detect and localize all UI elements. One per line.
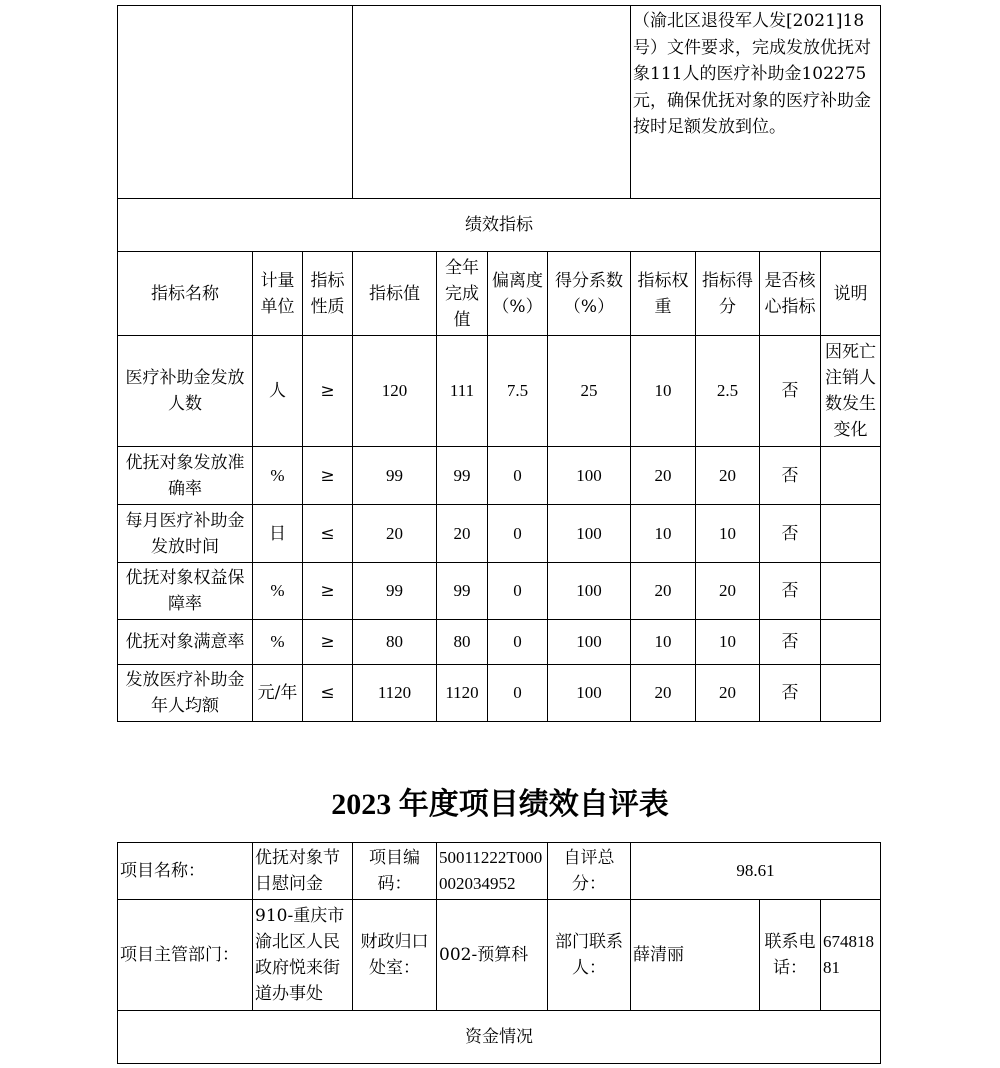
indicator-actual: 99 xyxy=(437,447,488,505)
indicator-deviation: 0 xyxy=(488,665,548,722)
indicator-score: 2.5 xyxy=(696,336,760,447)
project-row xyxy=(118,1011,881,1064)
indicator-note xyxy=(821,505,881,563)
indicator-note xyxy=(821,620,881,665)
indicator-target: 1120 xyxy=(353,665,437,722)
indicator-name: 优抚对象满意率 xyxy=(118,620,253,665)
indicator-nature: ≤ xyxy=(303,665,353,722)
indicator-nature: ≥ xyxy=(303,336,353,447)
indicator-unit: % xyxy=(253,620,303,665)
indicator-unit: 人 xyxy=(253,336,303,447)
header-cell: 偏离度（%） xyxy=(488,252,548,336)
indicator-note xyxy=(821,447,881,505)
indicator-name: 优抚对象发放准确率 xyxy=(118,447,253,505)
table-row xyxy=(118,336,881,447)
indicator-deviation: 0 xyxy=(488,620,548,665)
indicator-deviation: 7.5 xyxy=(488,336,548,447)
indicator-coef: 25 xyxy=(548,336,631,447)
indicator-deviation: 0 xyxy=(488,505,548,563)
table-row xyxy=(118,665,881,722)
contact-label: 部门联系人： xyxy=(548,900,631,1011)
indicator-name: 每月医疗补助金发放时间 xyxy=(118,505,253,563)
indicator-weight: 10 xyxy=(631,505,696,563)
indicator-nature: ≥ xyxy=(303,447,353,505)
indicator-unit: 元/年 xyxy=(253,665,303,722)
continuation-empty-cell xyxy=(118,6,353,199)
indicator-unit: % xyxy=(253,447,303,505)
header-cell: 计量单位 xyxy=(253,252,303,336)
performance-indicator-table xyxy=(117,5,881,722)
header-cell: 指标得分 xyxy=(696,252,760,336)
table-row xyxy=(118,505,881,563)
indicator-coef: 100 xyxy=(548,563,631,620)
indicator-deviation: 0 xyxy=(488,447,548,505)
header-cell: 全年完成值 xyxy=(437,252,488,336)
indicator-score: 20 xyxy=(696,447,760,505)
table-row xyxy=(118,447,881,505)
indicator-score: 20 xyxy=(696,665,760,722)
project-name-label: 项目名称： xyxy=(118,843,253,900)
dept-value: 910-重庆市渝北区人民政府悦来街道办事处 xyxy=(253,900,353,1011)
self-score-value: 98.61 xyxy=(631,843,881,900)
indicator-name: 医疗补助金发放人数 xyxy=(118,336,253,447)
indicator-core: 否 xyxy=(760,620,821,665)
funds-section-title: 资金情况 xyxy=(118,1011,881,1064)
finance-office-value: 002-预算科 xyxy=(437,900,548,1011)
indicator-target: 80 xyxy=(353,620,437,665)
indicator-deviation: 0 xyxy=(488,563,548,620)
indicator-coef: 100 xyxy=(548,505,631,563)
self-score-label: 自评总分： xyxy=(548,843,631,900)
indicator-actual: 99 xyxy=(437,563,488,620)
header-cell: 指标值 xyxy=(353,252,437,336)
indicator-actual: 80 xyxy=(437,620,488,665)
indicator-weight: 20 xyxy=(631,563,696,620)
indicator-core: 否 xyxy=(760,563,821,620)
indicator-note: 因死亡注销人数发生变化 xyxy=(821,336,881,447)
indicator-name: 优抚对象权益保障率 xyxy=(118,563,253,620)
header-cell: 是否核心指标 xyxy=(760,252,821,336)
indicator-coef: 100 xyxy=(548,665,631,722)
indicator-core: 否 xyxy=(760,336,821,447)
indicator-name: 发放医疗补助金年人均额 xyxy=(118,665,253,722)
section-title: 绩效指标 xyxy=(118,199,881,252)
indicator-target: 99 xyxy=(353,447,437,505)
indicator-weight: 10 xyxy=(631,336,696,447)
header-cell: 指标权重 xyxy=(631,252,696,336)
page-title: 2023 年度项目绩效自评表 xyxy=(331,788,669,821)
indicator-weight: 10 xyxy=(631,620,696,665)
indicator-target: 99 xyxy=(353,563,437,620)
project-code-value: 50011222T000002034952 xyxy=(437,843,548,900)
contact-value: 薛清丽 xyxy=(631,900,760,1011)
phone-value: 67481881 xyxy=(821,900,881,1011)
header-cell: 得分系数（%） xyxy=(548,252,631,336)
indicator-actual: 111 xyxy=(437,336,488,447)
indicator-core: 否 xyxy=(760,505,821,563)
indicator-target: 120 xyxy=(353,336,437,447)
header-row xyxy=(118,252,881,336)
indicator-note xyxy=(821,563,881,620)
project-row xyxy=(118,900,881,1011)
indicator-core: 否 xyxy=(760,665,821,722)
indicator-note xyxy=(821,665,881,722)
indicator-actual: 20 xyxy=(437,505,488,563)
project-code-label: 项目编码： xyxy=(353,843,437,900)
phone-label: 联系电话： xyxy=(760,900,821,1011)
indicator-coef: 100 xyxy=(548,620,631,665)
header-cell: 说明 xyxy=(821,252,881,336)
description-cell xyxy=(631,6,881,199)
indicator-unit: 日 xyxy=(253,505,303,563)
header-cell: 指标性质 xyxy=(303,252,353,336)
indicator-weight: 20 xyxy=(631,447,696,505)
project-info-table xyxy=(117,842,881,1064)
indicator-coef: 100 xyxy=(548,447,631,505)
indicator-score: 10 xyxy=(696,620,760,665)
finance-office-label: 财政归口处室： xyxy=(353,900,437,1011)
indicator-nature: ≥ xyxy=(303,620,353,665)
project-row xyxy=(118,843,881,900)
description-text: （渝北区退役军人发[2021]18号）文件要求，完成发放优抚对象111人的医疗补助金102275元，确保优抚对象的医疗补助金按时足额发放到位。 xyxy=(633,11,871,137)
continuation-row xyxy=(118,6,881,199)
project-name-value: 优抚对象节日慰问金 xyxy=(253,843,353,900)
header-cell: 指标名称 xyxy=(118,252,253,336)
indicator-nature: ≥ xyxy=(303,563,353,620)
indicator-nature: ≤ xyxy=(303,505,353,563)
indicator-weight: 20 xyxy=(631,665,696,722)
indicator-target: 20 xyxy=(353,505,437,563)
continuation-empty-cell xyxy=(353,6,631,199)
indicator-core: 否 xyxy=(760,447,821,505)
indicator-actual: 1120 xyxy=(437,665,488,722)
indicator-score: 20 xyxy=(696,563,760,620)
table-row xyxy=(118,620,881,665)
dept-label: 项目主管部门： xyxy=(118,900,253,1011)
table-row xyxy=(118,563,881,620)
indicator-unit: % xyxy=(253,563,303,620)
indicator-score: 10 xyxy=(696,505,760,563)
